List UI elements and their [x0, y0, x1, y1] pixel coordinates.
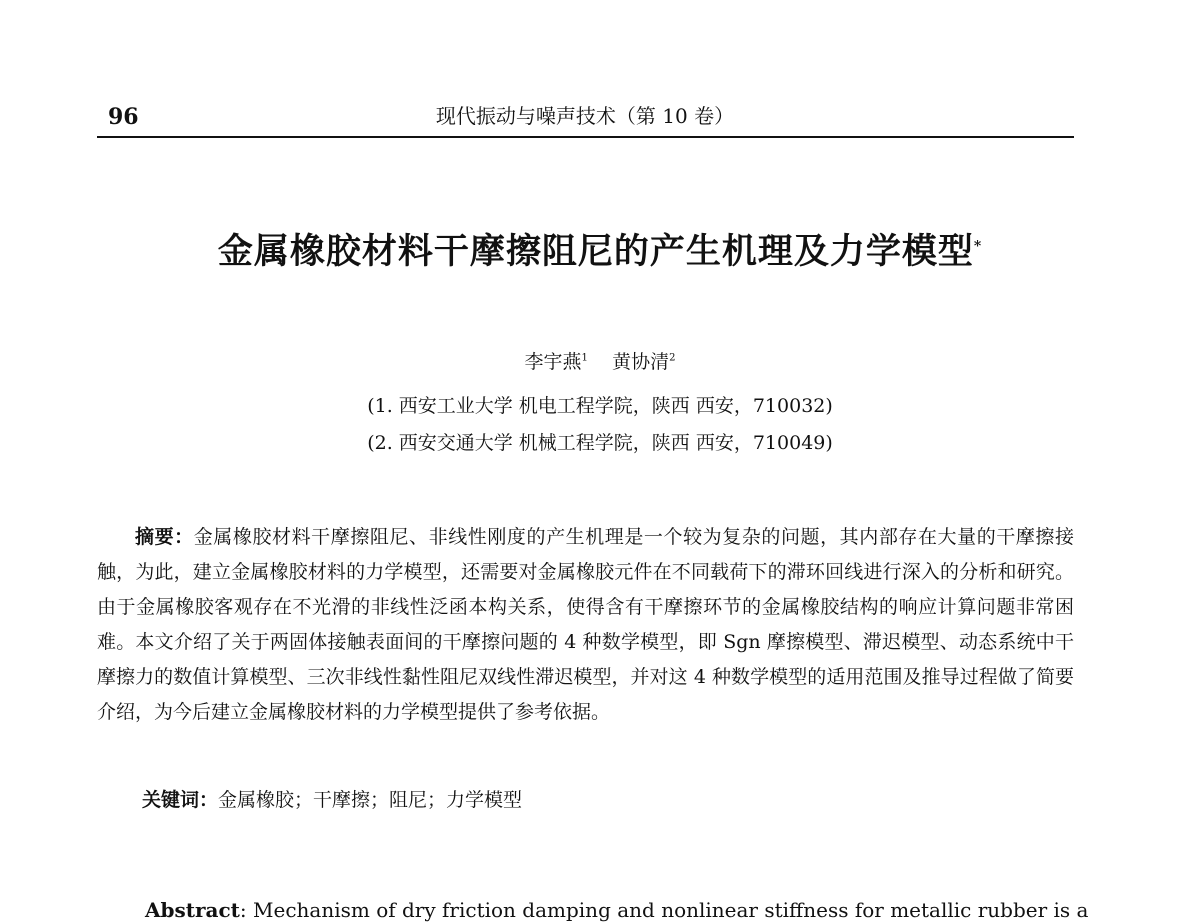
author-affiliation-mark: 2 [669, 352, 676, 364]
author-name: 李宇燕 [524, 351, 582, 373]
affiliation-1: (1. 西安工业大学 机电工程学院，陕西 西安，710032) [367, 395, 833, 417]
english-abstract [145, 898, 1088, 922]
keywords [142, 785, 522, 812]
abstract-text: 金属橡胶材料干摩擦阻尼、非线性刚度的产生机理是一个较为复杂的问题，其内部存在大量的干摩擦接触，为此，建立金属橡胶材料的力学模型，还需要对金属橡胶元件在不同载荷下的滞环回线进行深入的分析和研究。由于金属橡胶客观存在不光滑的非线性泛函本构关系，使得含有干摩擦环节的金属橡胶结构的响应计算问题非常困难。本文介绍了关于两固体接触表面间的干摩擦问题的 4 种数学模型，即 Sgn 摩擦模型、滞迟模型、动态系统中干摩擦力的数值计算模型、三次非线性黏性阻尼双线性滞迟模型，并对这 4 种数学模型的适用范围及推导过程做了简要介绍，为今后建立金属橡胶材料的力学模型提供了参考依据。 [97, 526, 1074, 723]
author-name: 黄协清 [612, 351, 670, 373]
paper-title-text: 金属橡胶材料干摩擦阻尼的产生机理及力学模型 [217, 231, 974, 272]
header-divider [97, 136, 1074, 138]
abstract-label: 摘要： [135, 526, 194, 548]
running-title: 现代振动与噪声技术（第 10 卷） [435, 104, 735, 128]
paper-title [0, 224, 1200, 274]
chinese-abstract [97, 520, 1074, 730]
english-abstract-label: Abstract [145, 898, 240, 922]
author-list [0, 347, 1200, 374]
affiliation-2: (2. 西安交通大学 机械工程学院，陕西 西安，710049) [367, 432, 833, 454]
page-number: 96 [108, 104, 139, 130]
english-abstract-text: : Mechanism of dry friction damping and nonlinear stiffness for metallic rubber is a [239, 898, 1089, 922]
title-footnote-mark: * [973, 238, 983, 255]
keywords-label: 关键词： [142, 789, 219, 811]
keywords-text: 金属橡胶；干摩擦；阻尼；力学模型 [218, 789, 523, 811]
author-affiliation-mark: 1 [581, 352, 588, 364]
